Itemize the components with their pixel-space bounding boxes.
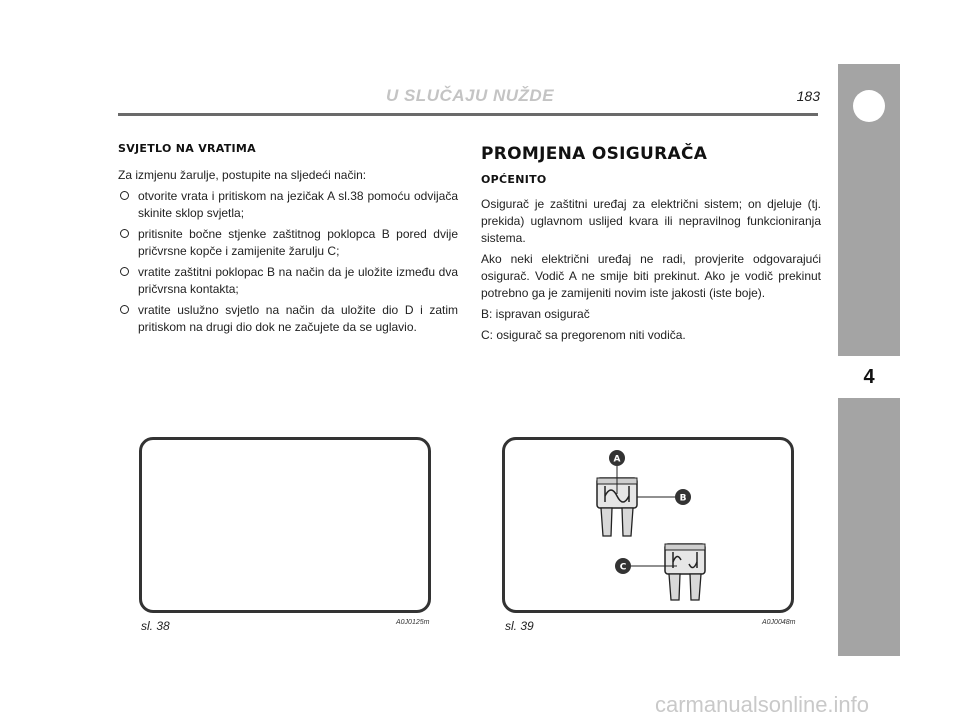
paragraph: C: osigurač sa pregorenom niti vodiča. [481,328,686,342]
figure-38-label: sl. 38 [141,619,170,633]
section-heading-fuse-replacement: PROMJENA OSIGURAČA [481,144,708,164]
sidebar-tab-bottom [838,398,900,656]
paragraph: Osigurač je zaštitni uređaj za električni sistem; on djeluje (tj. prekida) uglavnom uslijed kvara ili nepravilnog funkcioniranja sistema. [481,197,821,245]
sidebar-dot-icon [853,90,885,122]
fuse-blown-icon [665,544,705,600]
header-rule [118,113,818,116]
figure-39-label: sl. 39 [505,619,534,633]
chapter-number: 4 [838,358,900,396]
list-item-text: vratite uslužno svjetlo na način da uložite dio D i zatim pritiskom na drugi dio dok ne začujete da se uglavio. [138,303,458,334]
list-item-text: vratite zaštitni poklopac B na način da je uložite između dva pričvrsna kontakta; [138,265,458,296]
running-header-title: U SLUČAJU NUŽDE [385,86,555,105]
paragraph: Ako neki električni uređaj ne radi, provjerite odgovarajući osigurač. Vodič A ne smije biti prekinut. Ako je vodič prekinut potrebno ga je zamijeniti novim iste jakosti (iste boje). [481,252,821,300]
instruction-list [118,188,458,336]
list-item [118,188,458,222]
bullet-circle-icon [120,305,129,314]
list-item [118,226,458,260]
paragraph: B: ispravan osigurač [481,307,590,321]
callout-b-label: B [679,493,687,504]
watermark-text: carmanualsonline.info [655,692,870,717]
bullet-circle-icon [120,191,129,200]
subheading-general: OPĆENITO [481,173,547,186]
callout-c-label: C [619,562,627,573]
bullet-circle-icon [120,267,129,276]
figure-38-frame [139,437,431,613]
intro-text: Za izmjenu žarulje, postupite na sljedeći način: [118,168,367,182]
list-item [118,302,458,336]
list-item-text: otvorite vrata i pritiskom na jezičak A sl.38 pomoću odvijača skinite sklop svjetla; [138,189,458,220]
bullet-circle-icon [120,229,129,238]
left-column [118,140,458,340]
callout-a-label: A [613,454,621,465]
right-column [481,140,821,348]
figure-38-code: A0J0125m [396,619,430,626]
list-item-text: pritisnite bočne stjenke zaštitnog poklopca B pored dvije pričvrsne kopče i zamijenite žarulju C; [138,227,458,258]
figure-39-frame [502,437,794,613]
list-item [118,264,458,298]
figure-39-code: A0J0048m [762,619,796,626]
page-number: 183 [796,88,820,104]
fuse-illustration [505,440,791,610]
section-heading-door-light: SVJETLO NA VRATIMA [118,142,256,155]
